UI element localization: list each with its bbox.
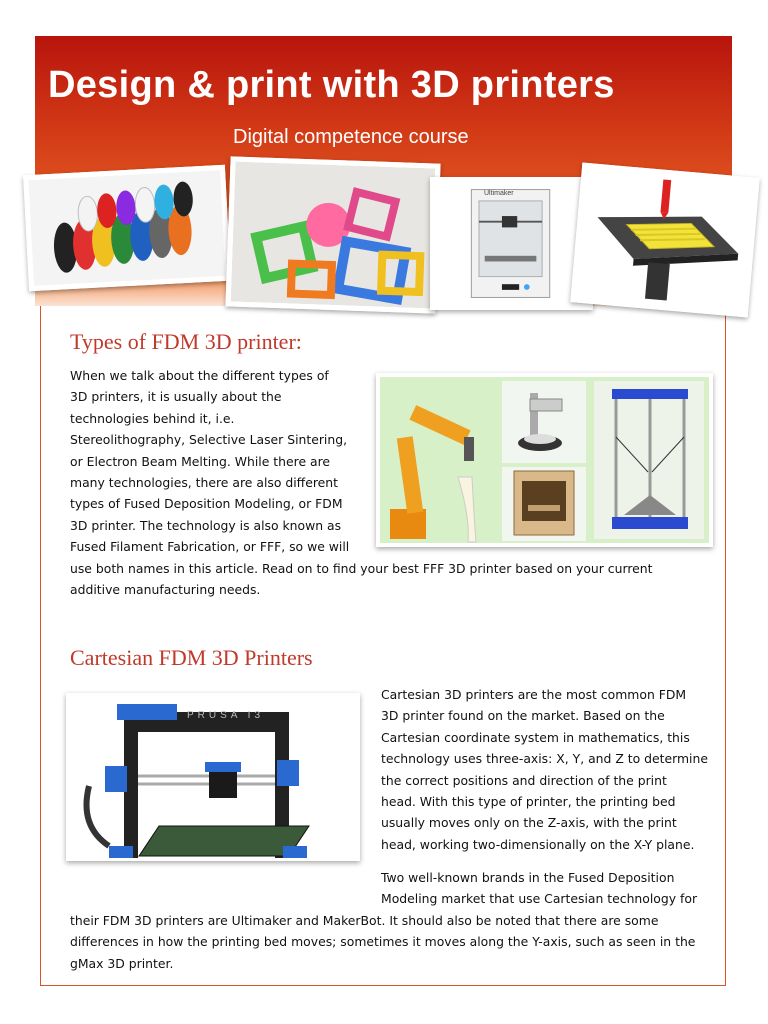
text-line: technology uses three-axis: X, Y, and Z to determine	[381, 751, 708, 767]
printer-types-collage	[376, 373, 713, 547]
printed-objects-photo	[225, 156, 440, 313]
text-line: Cartesian 3D printers are the most common FDM	[381, 687, 687, 702]
text-line: types of Fused Deposition Modeling, or FDM	[70, 496, 343, 512]
text-line: 3D printer found on the market. Based on the	[381, 708, 665, 724]
text-line: or Electron Beam Melting. While there are	[70, 453, 331, 469]
ultimaker-printer-photo	[430, 177, 593, 310]
text-line: technologies behind it, i.e.	[70, 410, 235, 426]
text-line: Fused Filament Fabrication, or FFF, so we will	[70, 539, 350, 555]
page-subtitle: Digital competence course	[233, 126, 469, 148]
text-line: When we talk about the different types of	[70, 368, 329, 383]
text-line: their FDM 3D printers are Ultimaker and MakerBot. It should also be noted that there are some	[70, 913, 659, 928]
filament-spools-photo	[23, 165, 231, 291]
text-line: Two well-known brands in the Fused Deposition	[381, 870, 675, 885]
text-line: 3D printers, it is usually about the	[70, 389, 282, 405]
prusa-frame-label: PRUSA I3	[187, 710, 265, 721]
text-line: differences in how the printing bed moves; sometimes it moves along the Y-axis, such as seen in the	[70, 934, 696, 950]
section-heading-cartesian: Cartesian FDM 3D Printers	[70, 645, 313, 670]
text-line: many technologies, there are also different	[70, 475, 338, 491]
prusa-printer-photo	[66, 693, 360, 861]
cartesian-paragraph-2-start	[381, 867, 697, 910]
text-line: the correct positions and direction of the print	[381, 772, 667, 788]
cartesian-paragraph-2-end	[70, 910, 695, 974]
ultimaker-label: Ultimaker	[484, 190, 514, 197]
text-line: additive manufacturing needs.	[70, 582, 261, 598]
section-heading-types: Types of FDM 3D printer:	[70, 329, 302, 354]
text-line: head, working two-dimensionally on the X-Y plane.	[381, 836, 695, 852]
text-line: usually moves only on the Z-axis, with the print	[381, 815, 677, 831]
text-line: Cartesian coordinate system in mathematics, this	[381, 729, 690, 745]
text-line: use both names in this article. Read on to find your best FFF 3D printer based on your current	[70, 560, 653, 576]
print-bed-diagram	[570, 163, 760, 318]
text-line: Modeling market that use Cartesian technology for	[381, 891, 698, 907]
cartesian-paragraph-1	[381, 684, 708, 855]
text-line: gMax 3D printer.	[70, 955, 174, 971]
text-line: 3D printer. The technology is also known as	[70, 517, 342, 533]
page-title: Design & print with 3D printers	[48, 64, 615, 106]
text-line: Stereolithography, Selective Laser Sintering,	[70, 432, 348, 448]
text-line: head. With this type of printer, the printing bed	[381, 794, 676, 810]
